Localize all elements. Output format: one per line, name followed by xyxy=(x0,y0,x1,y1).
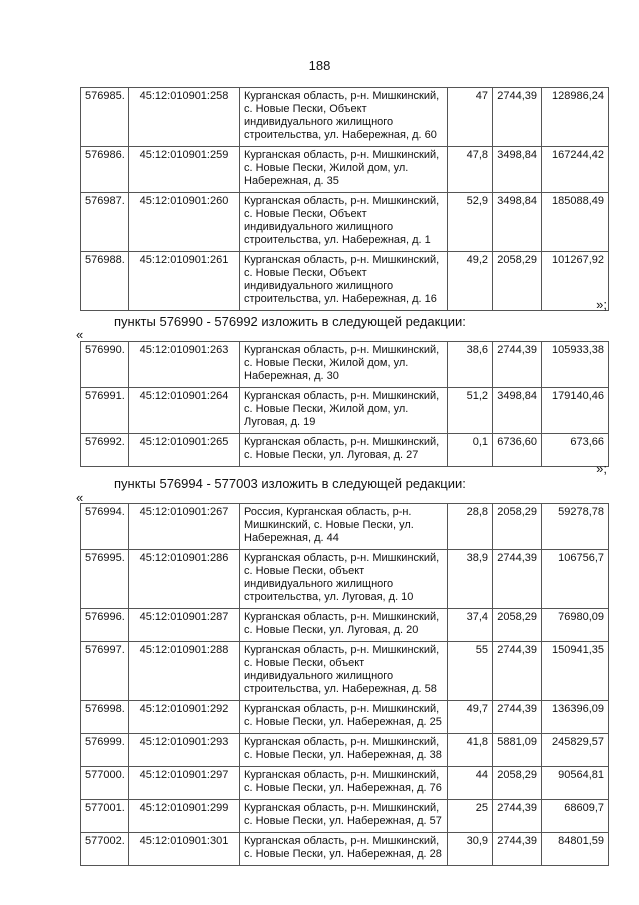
register-table-3 xyxy=(80,503,609,866)
area-cell: 52,9 xyxy=(448,193,493,252)
unit-cost-cell: 2744,39 xyxy=(493,833,542,866)
table-row xyxy=(81,767,609,800)
area-cell: 55 xyxy=(448,642,493,701)
opening-quote-1: « xyxy=(76,327,84,342)
cadastral-value-cell: 101267,92 xyxy=(542,252,609,311)
unit-cost-cell: 2744,39 xyxy=(493,642,542,701)
address-cell: Россия, Курганская область, р-н. Мишкинский, с. Новые Пески, ул. Набережная, д. 44 xyxy=(240,504,448,550)
table-row xyxy=(81,193,609,252)
area-cell: 47 xyxy=(448,88,493,147)
cadastral-value-cell: 59278,78 xyxy=(542,504,609,550)
cadastral-value-cell: 185088,49 xyxy=(542,193,609,252)
address-cell: Курганская область, р-н. Мишкинский, с. Новые Пески, объект индивидуального жилищного строительства, ул. Набережная, д. 58 xyxy=(240,642,448,701)
cadastral-value-cell: 167244,42 xyxy=(542,147,609,193)
address-cell: Курганская область, р-н. Мишкинский, с. Новые Пески, Жилой дом, ул. Набережная, д. 35 xyxy=(240,147,448,193)
address-cell: Курганская область, р-н. Мишкинский, с. Новые Пески, ул. Луговая, д. 27 xyxy=(240,434,448,467)
cadastral-value-cell: 245829,57 xyxy=(542,734,609,767)
unit-cost-cell: 2744,39 xyxy=(493,800,542,833)
table-row xyxy=(81,833,609,866)
area-cell: 49,2 xyxy=(448,252,493,311)
row-number-cell: 576992. xyxy=(81,434,129,467)
address-cell: Курганская область, р-н. Мишкинский, с. Новые Пески, объект индивидуального жилищного строительства, ул. Луговая, д. 10 xyxy=(240,550,448,609)
table-row xyxy=(81,147,609,193)
row-number-cell: 576991. xyxy=(81,388,129,434)
address-cell: Курганская область, р-н. Мишкинский, с. Новые Пески, Объект индивидуального жилищного строительства, ул. Набережная, д. 60 xyxy=(240,88,448,147)
address-cell: Курганская область, р-н. Мишкинский, с. Новые Пески, Объект индивидуального жилищного строительства, ул. Набережная, д. 1 xyxy=(240,193,448,252)
row-number-cell: 576995. xyxy=(81,550,129,609)
cadastral-value-cell: 84801,59 xyxy=(542,833,609,866)
closing-quote-2: »; xyxy=(596,461,607,476)
unit-cost-cell: 2744,39 xyxy=(493,550,542,609)
cadastral-value-cell: 76980,09 xyxy=(542,609,609,642)
cadastral-number-cell: 45:12:010901:288 xyxy=(129,642,240,701)
row-number-cell: 576996. xyxy=(81,609,129,642)
unit-cost-cell: 2744,39 xyxy=(493,88,542,147)
unit-cost-cell: 2058,29 xyxy=(493,504,542,550)
table-row xyxy=(81,701,609,734)
unit-cost-cell: 2744,39 xyxy=(493,701,542,734)
table-row xyxy=(81,434,609,467)
unit-cost-cell: 3498,84 xyxy=(493,193,542,252)
address-cell: Курганская область, р-н. Мишкинский, с. Новые Пески, ул. Набережная, д. 76 xyxy=(240,767,448,800)
area-cell: 38,6 xyxy=(448,342,493,388)
closing-quote-1: »; xyxy=(596,297,607,312)
area-cell: 49,7 xyxy=(448,701,493,734)
unit-cost-cell: 3498,84 xyxy=(493,147,542,193)
unit-cost-cell: 3498,84 xyxy=(493,388,542,434)
cadastral-value-cell: 106756,7 xyxy=(542,550,609,609)
table-row xyxy=(81,800,609,833)
register-table-2 xyxy=(80,341,609,467)
cadastral-value-cell: 105933,38 xyxy=(542,342,609,388)
register-table-1 xyxy=(80,87,609,311)
cadastral-number-cell: 45:12:010901:267 xyxy=(129,504,240,550)
cadastral-number-cell: 45:12:010901:287 xyxy=(129,609,240,642)
cadastral-number-cell: 45:12:010901:297 xyxy=(129,767,240,800)
cadastral-number-cell: 45:12:010901:292 xyxy=(129,701,240,734)
unit-cost-cell: 6736,60 xyxy=(493,434,542,467)
row-number-cell: 576998. xyxy=(81,701,129,734)
unit-cost-cell: 2058,29 xyxy=(493,252,542,311)
row-number-cell: 577002. xyxy=(81,833,129,866)
amendment-instruction-2: пункты 576994 - 577003 изложить в следующей редакции: xyxy=(114,476,466,491)
row-number-cell: 576999. xyxy=(81,734,129,767)
address-cell: Курганская область, р-н. Мишкинский, с. Новые Пески, Жилой дом, ул. Луговая, д. 19 xyxy=(240,388,448,434)
unit-cost-cell: 5881,09 xyxy=(493,734,542,767)
cadastral-value-cell: 68609,7 xyxy=(542,800,609,833)
table-row xyxy=(81,504,609,550)
cadastral-number-cell: 45:12:010901:286 xyxy=(129,550,240,609)
table-row xyxy=(81,252,609,311)
table-row xyxy=(81,734,609,767)
area-cell: 30,9 xyxy=(448,833,493,866)
cadastral-value-cell: 179140,46 xyxy=(542,388,609,434)
cadastral-value-cell: 136396,09 xyxy=(542,701,609,734)
area-cell: 38,9 xyxy=(448,550,493,609)
cadastral-value-cell: 90564,81 xyxy=(542,767,609,800)
table-row xyxy=(81,88,609,147)
cadastral-number-cell: 45:12:010901:263 xyxy=(129,342,240,388)
cadastral-value-cell: 150941,35 xyxy=(542,642,609,701)
row-number-cell: 576986. xyxy=(81,147,129,193)
area-cell: 41,8 xyxy=(448,734,493,767)
address-cell: Курганская область, р-н. Мишкинский, с. Новые Пески, ул. Луговая, д. 20 xyxy=(240,609,448,642)
unit-cost-cell: 2744,39 xyxy=(493,342,542,388)
page-number: 188 xyxy=(308,58,331,73)
address-cell: Курганская область, р-н. Мишкинский, с. Новые Пески, Объект индивидуального жилищного строительства, ул. Набережная, д. 16 xyxy=(240,252,448,311)
row-number-cell: 576988. xyxy=(81,252,129,311)
area-cell: 37,4 xyxy=(448,609,493,642)
cadastral-number-cell: 45:12:010901:259 xyxy=(129,147,240,193)
address-cell: Курганская область, р-н. Мишкинский, с. Новые Пески, ул. Набережная, д. 57 xyxy=(240,800,448,833)
address-cell: Курганская область, р-н. Мишкинский, с. Новые Пески, Жилой дом, ул. Набережная, д. 30 xyxy=(240,342,448,388)
cadastral-number-cell: 45:12:010901:260 xyxy=(129,193,240,252)
row-number-cell: 576994. xyxy=(81,504,129,550)
table-row xyxy=(81,388,609,434)
amendment-instruction-1: пункты 576990 - 576992 изложить в следующей редакции: xyxy=(114,314,466,329)
row-number-cell: 576990. xyxy=(81,342,129,388)
address-cell: Курганская область, р-н. Мишкинский, с. Новые Пески, ул. Набережная, д. 28 xyxy=(240,833,448,866)
area-cell: 28,8 xyxy=(448,504,493,550)
cadastral-number-cell: 45:12:010901:293 xyxy=(129,734,240,767)
area-cell: 44 xyxy=(448,767,493,800)
row-number-cell: 576985. xyxy=(81,88,129,147)
row-number-cell: 576987. xyxy=(81,193,129,252)
table-row xyxy=(81,550,609,609)
table-row xyxy=(81,342,609,388)
table-row xyxy=(81,609,609,642)
cadastral-number-cell: 45:12:010901:265 xyxy=(129,434,240,467)
area-cell: 51,2 xyxy=(448,388,493,434)
row-number-cell: 576997. xyxy=(81,642,129,701)
area-cell: 0,1 xyxy=(448,434,493,467)
area-cell: 47,8 xyxy=(448,147,493,193)
unit-cost-cell: 2058,29 xyxy=(493,609,542,642)
table-row xyxy=(81,642,609,701)
cadastral-number-cell: 45:12:010901:301 xyxy=(129,833,240,866)
cadastral-number-cell: 45:12:010901:264 xyxy=(129,388,240,434)
row-number-cell: 577001. xyxy=(81,800,129,833)
cadastral-number-cell: 45:12:010901:261 xyxy=(129,252,240,311)
cadastral-number-cell: 45:12:010901:258 xyxy=(129,88,240,147)
opening-quote-2: « xyxy=(76,490,84,505)
unit-cost-cell: 2058,29 xyxy=(493,767,542,800)
address-cell: Курганская область, р-н. Мишкинский, с. Новые Пески, ул. Набережная, д. 38 xyxy=(240,734,448,767)
cadastral-value-cell: 673,66 xyxy=(542,434,609,467)
cadastral-number-cell: 45:12:010901:299 xyxy=(129,800,240,833)
address-cell: Курганская область, р-н. Мишкинский, с. Новые Пески, ул. Набережная, д. 25 xyxy=(240,701,448,734)
cadastral-value-cell: 128986,24 xyxy=(542,88,609,147)
area-cell: 25 xyxy=(448,800,493,833)
row-number-cell: 577000. xyxy=(81,767,129,800)
